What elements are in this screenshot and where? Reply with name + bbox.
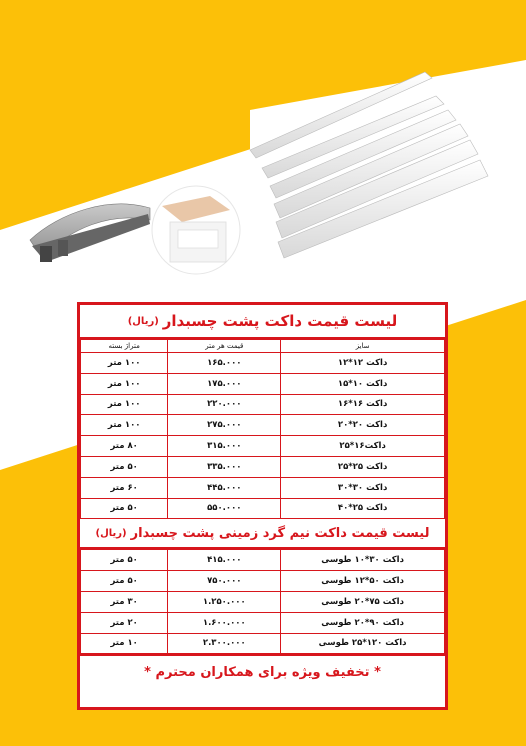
price-table-adhesive-duct [80,339,445,519]
cell-length: ۱۰ متر [81,633,168,654]
table-row [81,498,445,519]
table-row [81,394,445,415]
table-row [81,353,445,374]
cell-price: ۲.۳۰۰.۰۰۰ [168,633,281,654]
cell-price: ۳۱۵.۰۰۰ [168,436,281,457]
header-size: سایز [281,340,445,353]
table1-unit: (ریال) [127,315,159,327]
cell-length: ۵۰ متر [81,456,168,477]
header-length: متراژ بسته [81,340,168,353]
cell-size: داکت ۱۶*۱۶ [281,394,445,415]
price-list-card [77,302,448,710]
table-header-row [81,340,445,353]
table1-title: لیست قیمت داکت پشت چسبدار [162,312,398,330]
cell-length: ۸۰ متر [81,436,168,457]
table-row [81,633,445,654]
price-table-floor-duct [80,549,445,654]
cell-size: داکت ۵۰*۱۲ طوسی [281,571,445,592]
table-row [81,550,445,571]
header-price: قیمت هر متر [168,340,281,353]
cell-length: ۱۰۰ متر [81,353,168,374]
table-row [81,477,445,498]
cell-price: ۳۳۵.۰۰۰ [168,456,281,477]
table1-title-bar [80,305,445,339]
table2-unit: (ریال) [95,527,127,539]
cell-length: ۲۰ متر [81,612,168,633]
cell-length: ۶۰ متر [81,477,168,498]
cell-length: ۱۰۰ متر [81,394,168,415]
cell-price: ۱۶۵.۰۰۰ [168,353,281,374]
cell-size: داکت ۲۰*۲۰ [281,415,445,436]
cell-size: داکت ۱۲۰*۲۵ طوسی [281,633,445,654]
product-photos [0,0,526,300]
cell-size: داکت ۱۲*۱۲ [281,353,445,374]
cell-price: ۱.۲۵۰.۰۰۰ [168,591,281,612]
table2-title: لیست قیمت داکت نیم گرد زمینی پشت چسبدار [130,525,430,541]
table-row [81,456,445,477]
cell-length: ۵۰ متر [81,498,168,519]
adhesive-closeup-image [152,186,240,274]
cell-length: ۱۰۰ متر [81,415,168,436]
table-row [81,436,445,457]
cell-price: ۲۷۵.۰۰۰ [168,415,281,436]
cell-length: ۵۰ متر [81,550,168,571]
cell-price: ۴۱۵.۰۰۰ [168,550,281,571]
cell-length: ۵۰ متر [81,571,168,592]
cell-size: داکت ۲۵*۲۵ [281,456,445,477]
cell-size: داکت ۲۵*۴۰ [281,498,445,519]
cell-price: ۷۵۰.۰۰۰ [168,571,281,592]
cell-price: ۵۵۰.۰۰۰ [168,498,281,519]
cell-size: داکت ۹۰*۲۰ طوسی [281,612,445,633]
cell-price: ۲۲۰.۰۰۰ [168,394,281,415]
cell-size: داکت ۷۵*۲۰ طوسی [281,591,445,612]
cell-price: ۱.۶۰۰.۰۰۰ [168,612,281,633]
cell-price: ۴۴۵.۰۰۰ [168,477,281,498]
table-row [81,612,445,633]
cell-size: داکت۱۶*۲۵ [281,436,445,457]
cell-size: داکت ۳۰*۳۰ [281,477,445,498]
cell-price: ۱۷۵.۰۰۰ [168,373,281,394]
cell-length: ۱۰۰ متر [81,373,168,394]
floor-duct-image [30,204,150,262]
special-discount-note: * تخفیف ویژه برای همکاران محترم * [80,654,445,688]
cell-size: داکت ۱۰*۱۵ [281,373,445,394]
table-row [81,591,445,612]
table-row [81,373,445,394]
table-row [81,415,445,436]
table-row [81,571,445,592]
cell-length: ۳۰ متر [81,591,168,612]
cell-size: داکت ۳۰*۱۰ طوسی [281,550,445,571]
table2-title-bar [80,519,445,549]
